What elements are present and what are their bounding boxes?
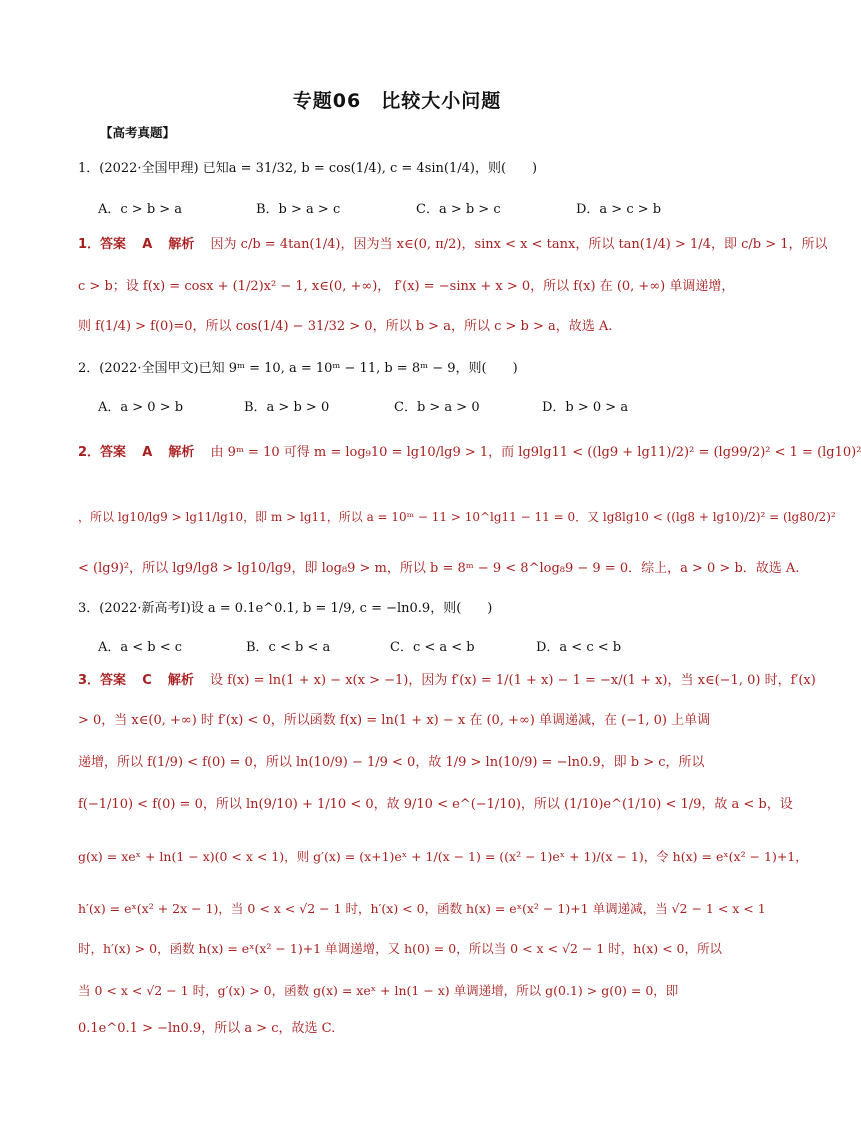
answer-label: 2．答案 xyxy=(78,445,127,460)
answer-2-line-3: < (lg9)²，所以 lg9/lg8 > lg10/lg9，即 log₈9 > m，所以 b = 8ᵐ − 9 < 8^log₈9 − 9 = 0．综上，a > 0 > b．故选 A. xyxy=(78,561,800,576)
answer-3-line-3: 递增，所以 f(1/9) < f(0) = 0，所以 ln(10/9) − 1/9 < 0，故 1/9 > ln(10/9) = −ln0.9，即 b > c，所以 xyxy=(78,755,705,770)
option-a: A．c > b > a xyxy=(98,202,183,217)
answer-3-line-5: g(x) = xeˣ + ln(1 − x)(0 < x < 1)，则 g′(x) = (x+1)eˣ + 1/(x − 1) = ((x² − 1)eˣ + 1)/(x − 1)，令 h(x) = eˣ(x² − 1)+1， xyxy=(78,849,808,864)
option-b: B．a > b > 0 xyxy=(244,400,330,415)
question-3-stem: 3．(2022·新高考Ⅰ)设 a = 0.1e^0.1, b = 1/9, c = −ln0.9，则( ) xyxy=(78,601,493,616)
answer-3-line-1 xyxy=(78,672,816,690)
answer-label: 1．答案 xyxy=(78,237,127,252)
option-a: A．a > 0 > b xyxy=(98,400,184,415)
answer-choice: C xyxy=(142,673,152,688)
question-1-stem: 1．(2022·全国甲理) 已知a = 31/32, b = cos(1/4), c = 4sin(1/4)，则( ) xyxy=(78,161,538,176)
option-c: C．b > a > 0 xyxy=(394,400,480,415)
answer-text: 由 9ᵐ = 10 可得 m = log₉10 = lg10/lg9 > 1，而 lg9lg11 < ((lg9 + lg11)/2)² = (lg99/2)² < 1 = (lg10)² xyxy=(210,445,861,460)
option-b: B．b > a > c xyxy=(256,202,341,217)
answer-label: 3．答案 xyxy=(78,673,127,688)
option-d: D．a > c > b xyxy=(576,202,662,217)
answer-2-line-1 xyxy=(78,444,861,462)
option-c: C．c < a < b xyxy=(390,640,475,655)
question-2-stem: 2．(2022·全国甲文)已知 9ᵐ = 10, a = 10ᵐ − 11, b = 8ᵐ − 9，则( ) xyxy=(78,361,518,376)
answer-text: 因为 c/b = 4tan(1/4)，因为当 x∈(0, π/2)，sinx < x < tanx，所以 tan(1/4) > 1/4，即 c/b > 1，所以 xyxy=(210,237,828,252)
option-d: D．b > 0 > a xyxy=(542,400,629,415)
option-a: A．a < b < c xyxy=(98,640,183,655)
section-heading: 【高考真题】 xyxy=(100,125,176,140)
answer-1-line-3: 则 f(1/4) > f(0)=0，所以 cos(1/4) − 31/32 > 0，所以 b > a，所以 c > b > a，故选 A. xyxy=(78,319,613,334)
option-d: D．a < c < b xyxy=(536,640,622,655)
option-b: B．c < b < a xyxy=(246,640,331,655)
answer-choice: A xyxy=(142,445,153,460)
answer-1-line-1 xyxy=(78,236,828,254)
analysis-label: 解析 xyxy=(168,237,195,252)
analysis-label: 解析 xyxy=(168,445,195,460)
answer-text: 设 f(x) = ln(1 + x) − x(x > −1)，因为 f′(x) = 1/(1 + x) − 1 = −x/(1 + x)，当 x∈(−1, 0) 时，f′(x) xyxy=(210,673,816,688)
option-c: C．a > b > c xyxy=(416,202,501,217)
analysis-label: 解析 xyxy=(167,673,194,688)
answer-3-line-8: 当 0 < x < √2 − 1 时，g′(x) > 0，函数 g(x) = xeˣ + ln(1 − x) 单调递增，所以 g(0.1) > g(0) = 0，即 xyxy=(78,983,679,998)
answer-3-line-4: f(−1/10) < f(0) = 0，所以 ln(9/10) + 1/10 < 0，故 9/10 < e^(−1/10)，所以 (1/10)e^(1/10) < 1/9，故 a < b，设 xyxy=(78,797,793,812)
answer-3-line-2: > 0，当 x∈(0, +∞) 时 f′(x) < 0，所以函数 f(x) = ln(1 + x) − x 在 (0, +∞) 单调递减，在 (−1, 0) 上单调 xyxy=(78,713,711,728)
answer-3-line-9: 0.1e^0.1 > −ln0.9，所以 a > c，故选 C. xyxy=(78,1021,336,1036)
answer-1-line-2: c > b；设 f(x) = cosx + (1/2)x² − 1, x∈(0, +∞)， f′(x) = −sinx + x > 0，所以 f(x) 在 (0, +∞) 单调递增， xyxy=(78,279,735,294)
answer-3-line-7: 时，h′(x) > 0，函数 h(x) = eˣ(x² − 1)+1 单调递增，又 h(0) = 0，所以当 0 < x < √2 − 1 时，h(x) < 0，所以 xyxy=(78,941,723,956)
page-title: 专题06 比较大小问题 xyxy=(292,90,502,112)
answer-3-line-6: h′(x) = eˣ(x² + 2x − 1)，当 0 < x < √2 − 1 时，h′(x) < 0，函数 h(x) = eˣ(x² − 1)+1 单调递减，当 √2 − 1 < x < 1 xyxy=(78,901,766,916)
answer-choice: A xyxy=(142,237,153,252)
answer-2-line-2: ，所以 lg10/lg9 > lg11/lg10，即 m > lg11，所以 a = 10ᵐ − 11 > 10^lg11 − 11 = 0．又 lg8lg10 < ((lg8 + lg10)/2)² = (lg80/2)² xyxy=(78,510,836,524)
